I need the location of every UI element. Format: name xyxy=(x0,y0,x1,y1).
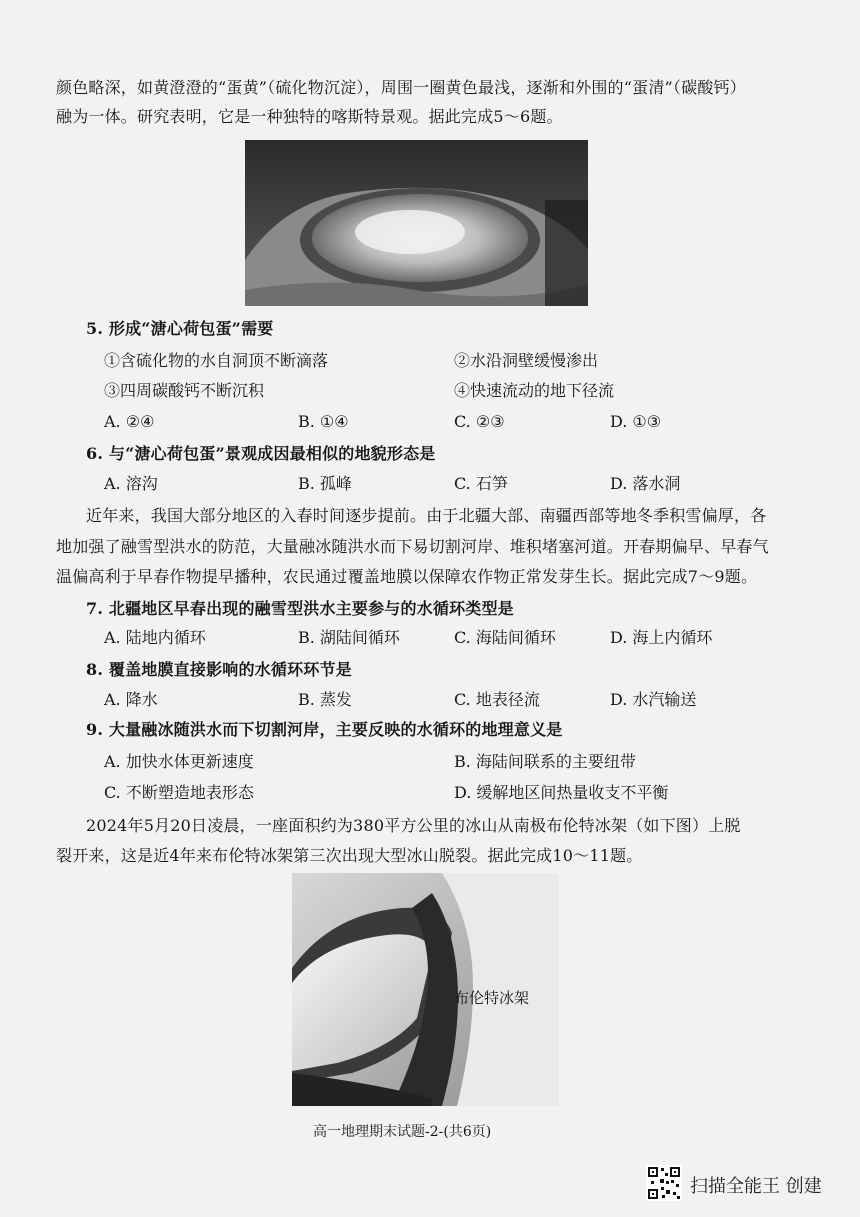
egg-formation-image xyxy=(245,140,588,306)
q9-option-c: C. 不断塑造地表形态 xyxy=(104,783,254,802)
q7-option-c: C. 海陆间循环 xyxy=(454,628,556,647)
intro-c-line-1: 2024年5月20日凌晨，一座面积约为380平方公里的冰山从南极布伦特冰架（如下图）上脱 xyxy=(86,816,741,835)
question-7-stem: 7. 北疆地区早春出现的融雪型洪水主要参与的水循环类型是 xyxy=(86,599,514,618)
q7-option-a: A. 陆地内循环 xyxy=(104,628,206,647)
q5-item-1: ①含硫化物的水自洞顶不断滴落 xyxy=(104,351,329,370)
question-8-stem: 8. 覆盖地膜直接影响的水循环环节是 xyxy=(86,660,352,679)
page-footer: 高一地理期末试题-2-(共6页) xyxy=(313,1124,492,1140)
q9-option-d: D. 缓解地区间热量收支不平衡 xyxy=(454,783,669,802)
q5-option-b: B. ①④ xyxy=(298,412,349,431)
q8-option-a: A. 降水 xyxy=(104,690,158,709)
question-5-stem: 5. 形成“溏心荷包蛋”需要 xyxy=(86,319,274,338)
ice-shelf-label: 布伦特冰架 xyxy=(454,989,530,1007)
brunt-ice-shelf-photo xyxy=(292,873,559,1106)
intro-b-line-2: 地加强了融雪型洪水的防范，大量融冰随洪水而下易切割河岸、堆积堵塞河道。开春期偏早、早春气 xyxy=(56,537,769,556)
q9-option-a: A. 加快水体更新速度 xyxy=(104,752,254,771)
qr-code-icon xyxy=(646,1165,682,1201)
q7-option-b: B. 湖陆间循环 xyxy=(298,628,400,647)
ice-shelf-satellite-image xyxy=(292,873,559,1106)
question-9-stem: 9. 大量融冰随洪水而下切割河岸，主要反映的水循环的地理意义是 xyxy=(86,720,563,739)
q5-item-2: ②水沿洞壁缓慢渗出 xyxy=(454,351,599,370)
q8-option-b: B. 蒸发 xyxy=(298,690,352,709)
q6-option-a: A. 溶沟 xyxy=(104,474,158,493)
q6-option-c: C. 石笋 xyxy=(454,474,508,493)
q8-option-d: D. 水汽输送 xyxy=(610,690,697,709)
intro-c-line-2: 裂开来，这是近4年来布伦特冰架第三次出现大型冰山脱裂。据此完成10～11题。 xyxy=(56,846,643,865)
q7-option-d: D. 海上内循环 xyxy=(610,628,713,647)
intro-b-line-1: 近年来，我国大部分地区的入春时间逐步提前。由于北疆大部、南疆西部等地冬季积雪偏厚，各 xyxy=(86,506,767,525)
q9-option-b: B. 海陆间联系的主要纽带 xyxy=(454,752,636,771)
intro-a-line-1: 颜色略深，如黄澄澄的“蛋黄”（硫化物沉淀），周围一圈黄色最浅，逐渐和外围的“蛋清”（碳酸钙） xyxy=(56,78,746,97)
q6-option-b: B. 孤峰 xyxy=(298,474,352,493)
q6-option-d: D. 落水洞 xyxy=(610,474,681,493)
question-6-stem: 6. 与“溏心荷包蛋”景观成因最相似的地貌形态是 xyxy=(86,444,436,463)
intro-a-line-2: 融为一体。研究表明，它是一种独特的喀斯特景观。据此完成5～6题。 xyxy=(56,107,563,126)
q5-option-a: A. ②④ xyxy=(104,412,155,431)
q5-item-3: ③四周碳酸钙不断沉积 xyxy=(104,381,265,400)
q5-option-c: C. ②③ xyxy=(454,412,505,431)
q5-option-d: D. ①③ xyxy=(610,412,662,431)
intro-b-line-3: 温偏高利于早春作物提早播种，农民通过覆盖地膜以保障农作物正常发芽生长。据此完成7～9题。 xyxy=(56,567,758,586)
scanner-watermark: 扫描全能王 创建 xyxy=(690,1176,822,1197)
q5-item-4: ④快速流动的地下径流 xyxy=(454,381,615,400)
egg-formation-photo xyxy=(245,140,588,306)
q8-option-c: C. 地表径流 xyxy=(454,690,540,709)
